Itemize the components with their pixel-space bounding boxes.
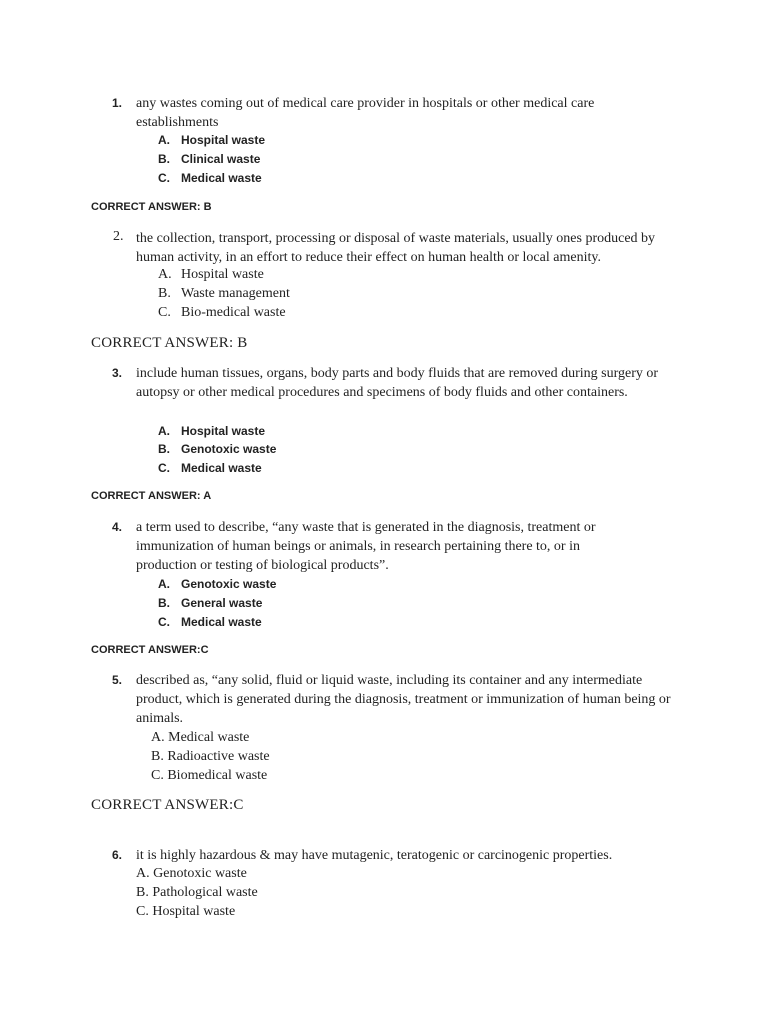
question-text: it is highly hazardous & may have mutagenic, teratogenic or carcinogenic properties. [136,848,613,863]
question-text: the collection, transport, processing or disposal of waste materials, usually ones produced by human activity, in an effort to reduce their effect on human health or local amenity. [136,231,656,265]
correct-answer: CORRECT ANSWER: B [91,201,212,213]
option-text: Medical waste [181,171,262,185]
option-text: Genotoxic waste [153,866,247,881]
option-letter: A. [158,424,170,438]
option-text: Hospital waste [181,267,264,282]
option-letter: A. [136,866,150,881]
question-number: 5. [112,673,123,687]
question-number: 1. [112,96,123,110]
option-c [136,904,235,920]
option-letter: B. [136,885,149,900]
question-number: 6. [112,848,123,862]
option-c [158,305,286,321]
correct-answer: CORRECT ANSWER:C [91,644,209,656]
correct-answer: CORRECT ANSWER: B [91,335,248,351]
option-text: General waste [181,596,263,610]
option-text: Medical waste [181,615,262,629]
question-text: include human tissues, organs, body parts and body fluids that are removed during surgery or autopsy or other medical procedures and specimens of body fluids and other containers. [136,366,659,400]
option-a [151,730,249,746]
option-letter: B. [158,596,170,610]
option-text: Hospital waste [181,424,266,438]
option-a [158,577,276,591]
option-letter: C. [158,461,170,475]
option-letter: C. [136,904,149,919]
option-letter: B. [158,286,171,301]
option-letter: B. [151,749,164,764]
option-text: Bio-medical waste [181,305,286,320]
option-text: Genotoxic waste [181,442,277,456]
option-letter: A. [158,133,170,147]
option-text: Hospital waste [181,133,266,147]
correct-answer: CORRECT ANSWER:C [91,797,244,813]
option-text: Waste management [181,286,290,301]
option-letter: A. [158,577,170,591]
option-text: Medical waste [181,461,262,475]
option-b [158,286,290,302]
option-text: Genotoxic waste [181,577,277,591]
option-c [158,615,262,629]
option-c [158,171,262,185]
option-text: Biomedical waste [167,768,268,783]
question-number: 4. [112,520,123,534]
option-letter: C. [158,305,171,320]
option-text: Clinical waste [181,152,261,166]
question-text: a term used to describe, “any waste that is generated in the diagnosis, treatment or immunization of human beings or animals, in research pertaining there to, or in production or testing of biological products”. [136,520,596,573]
option-letter: B. [158,442,170,456]
option-letter: A. [151,730,165,745]
question-number: 3. [112,366,123,380]
option-b [158,596,262,610]
option-b [158,442,276,456]
option-letter: C. [158,615,170,629]
option-b [158,152,260,166]
option-c [158,461,262,475]
option-letter: C. [158,171,170,185]
question-text: described as, “any solid, fluid or liquid waste, including its container and any intermediate product, which is generated during the diagnosis, treatment or immunization of human being or animals. [136,673,671,726]
question-number: 2. [113,229,124,244]
question-text: any wastes coming out of medical care provider in hospitals or other medical care establishments [136,96,595,130]
option-c [151,768,267,784]
option-letter: C. [151,768,164,783]
option-text: Hospital waste [152,904,236,919]
option-b [136,885,258,901]
option-a [158,424,265,438]
option-letter: B. [158,152,170,166]
option-a [158,133,265,147]
option-text: Medical waste [168,730,250,745]
option-text: Radioactive waste [167,749,270,764]
option-a [158,267,264,283]
option-a [136,866,247,882]
correct-answer: CORRECT ANSWER: A [91,490,212,502]
option-letter: A. [158,267,172,282]
option-b [151,749,270,765]
option-text: Pathological waste [152,885,258,900]
